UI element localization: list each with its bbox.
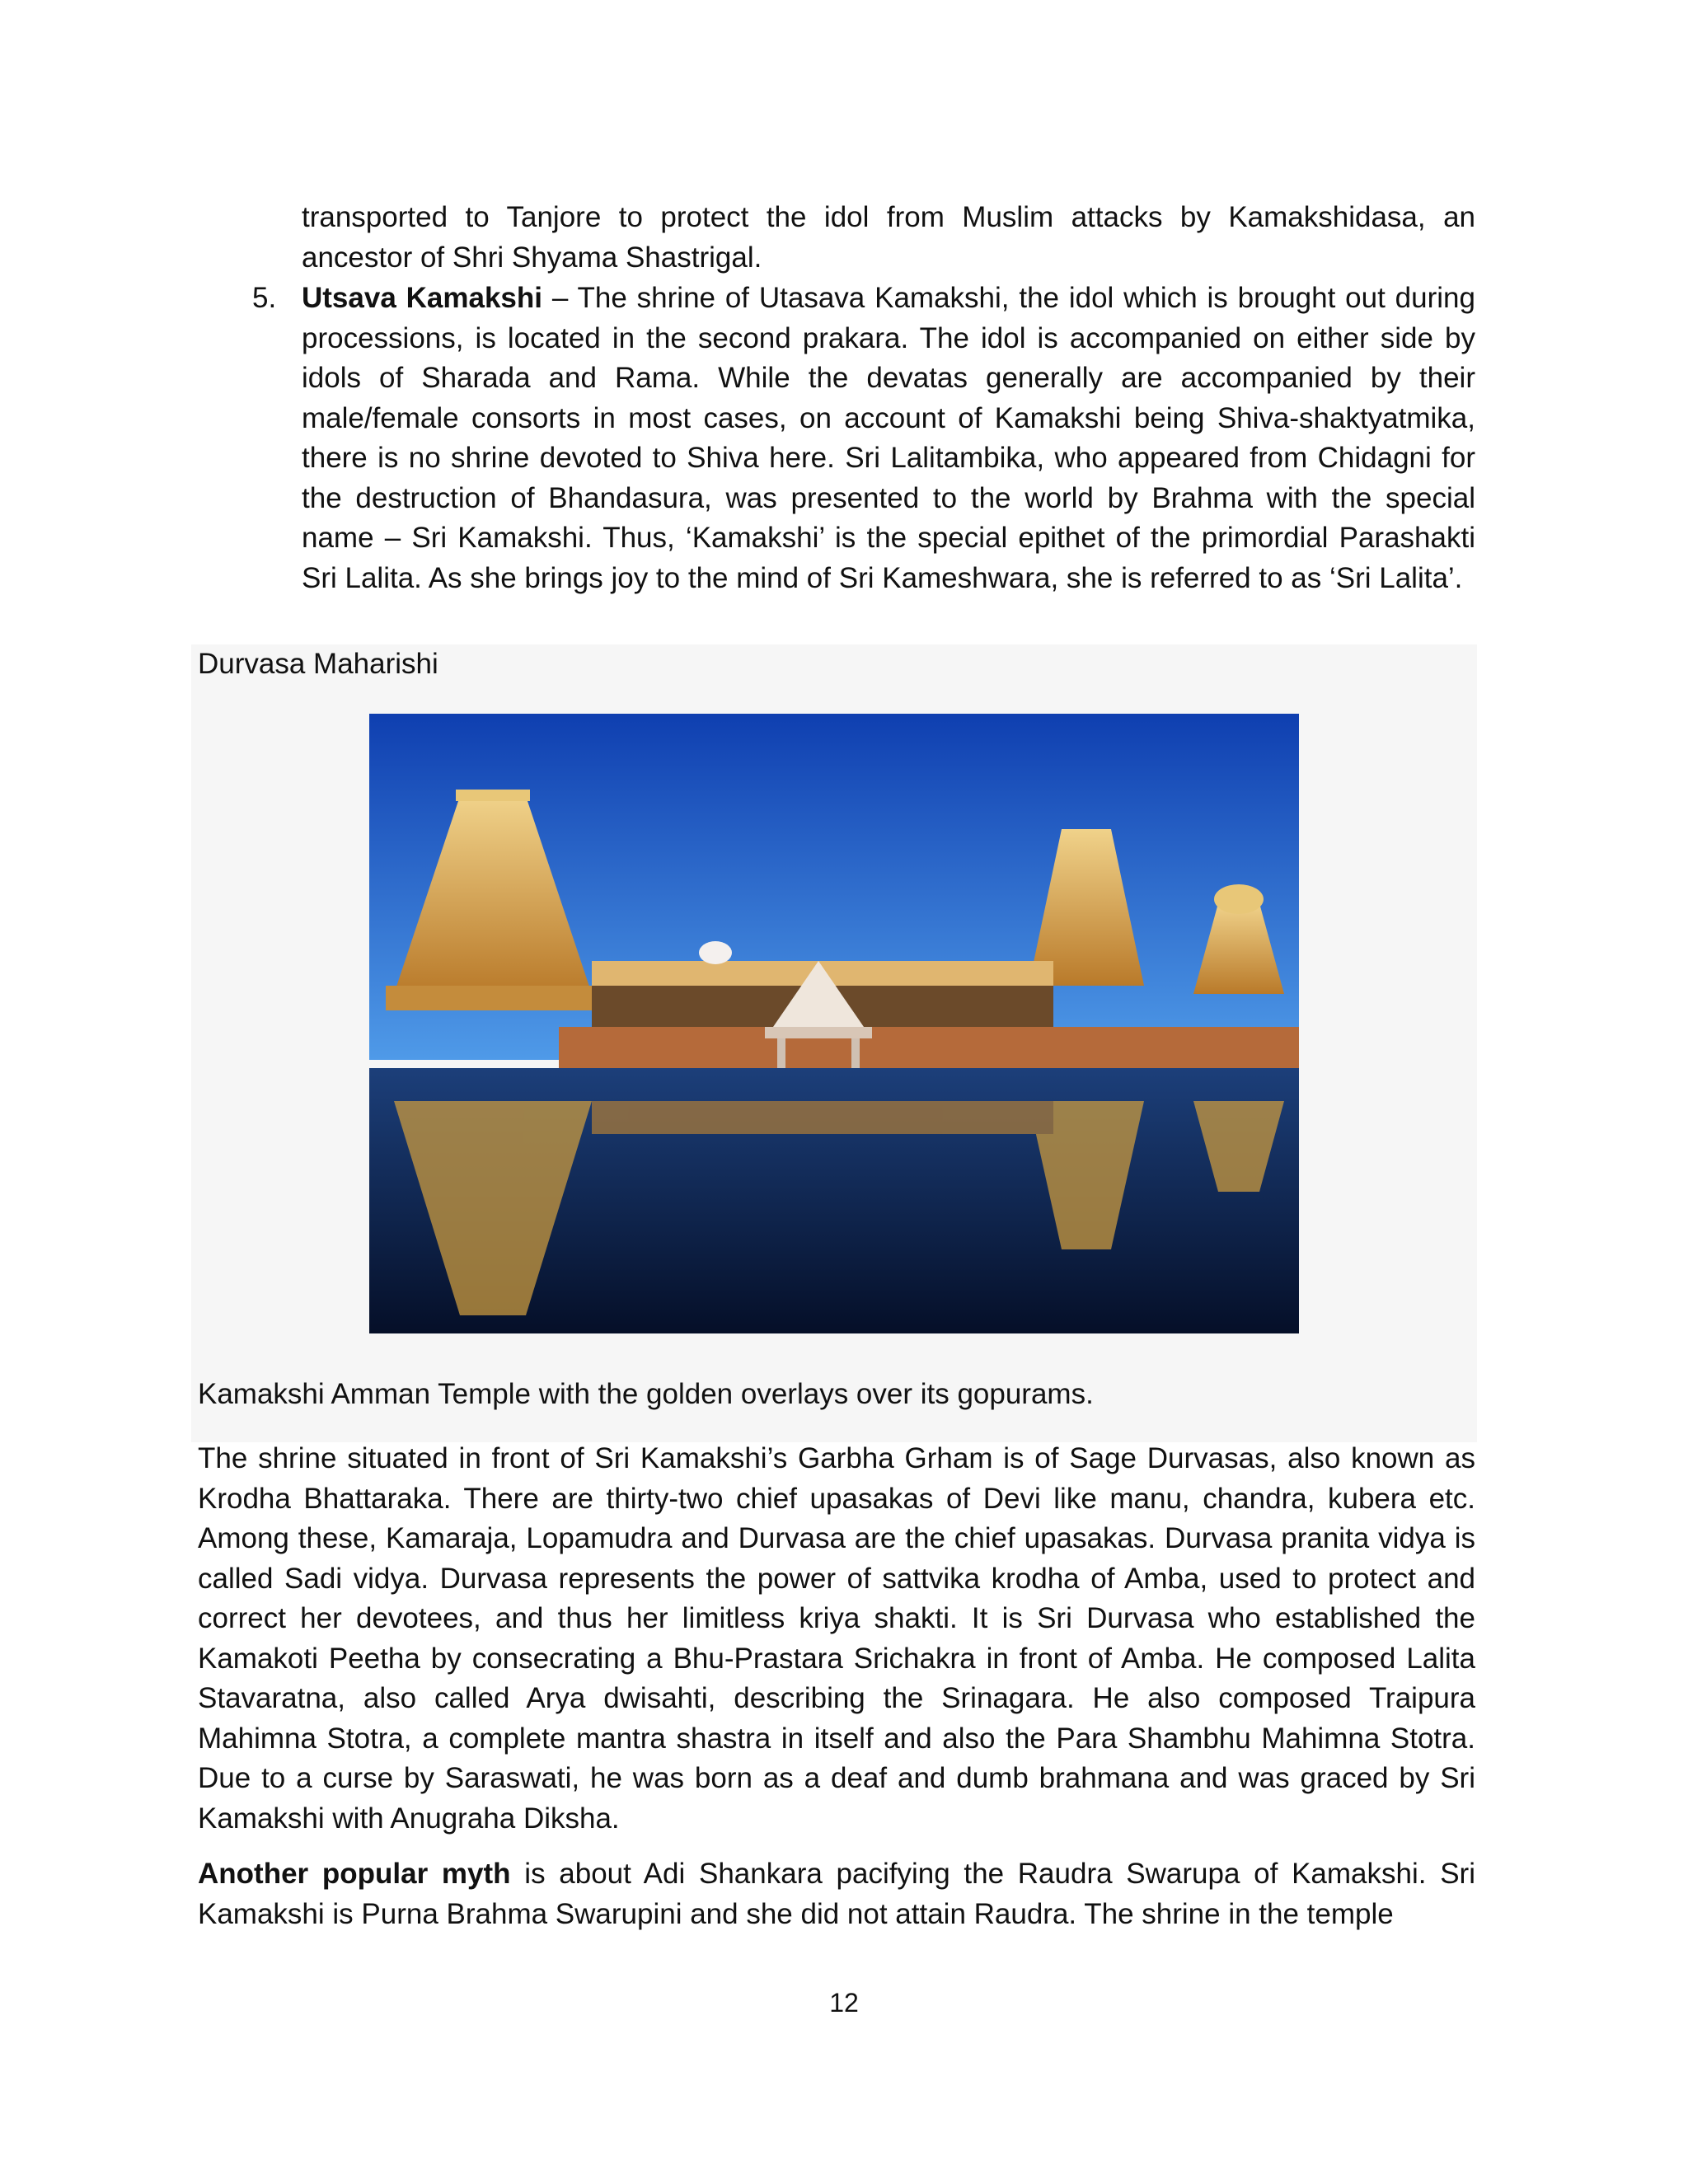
intro-line-2: ancestor of Shri Shyama Shastrigal. (302, 241, 762, 274)
list-item-title: Utsava Kamakshi (302, 282, 542, 314)
list-item-text: – The shrine of Utasava Kamakshi, the idol which is brought out during processions, is located in the second prakara. The idol is accompanied on either side by idols of Sharada and Rama. While the devatas generally are accompanied by their male/female consorts in most cases, on account of Kamakshi being Shiva-shaktyatmika, there is no shrine devoted to Shiva here. Sri Lalitambika, who appeared from Chidagni for the destruction of Bhandasura, was presented to the world by Brahma with the special name – Sri Kamakshi. Thus, ‘Kamakshi’ is the special epithet of the primordial Parashakti Sri Lalita. As she brings joy to the mind of Sri Kameshwara, she is referred to as ‘Sri Lalita’. (302, 282, 1475, 594)
list-item-number: 5. (252, 282, 277, 314)
central-dome (699, 941, 732, 964)
paragraph-myth-text: is about Adi Shankara pacifying the Raudra Swarupa of Kamakshi. Sri Kamakshi is Purna Brahma Swarupini and she did not attain Raudra. The shrine in the temple (198, 1858, 1475, 1930)
intro-continuation (302, 198, 1475, 278)
intro-line-1: transported to Tanjore to protect the idol from Muslim attacks by Kamakshidasa, an (302, 201, 1475, 233)
figure-title: Durvasa Maharishi (198, 648, 438, 680)
paragraph-popular-myth (198, 1854, 1475, 1934)
page-number: 12 (829, 1988, 859, 2018)
figure-caption: Kamakshi Amman Temple with the golden overlays over its gopurams. (198, 1378, 1094, 1410)
temple-photo (369, 714, 1299, 1333)
paragraph-durvasa: The shrine situated in front of Sri Kamakshi’s Garbha Grham is of Sage Durvasas, also known as Krodha Bhattaraka. There are thirty-two chief upasakas of Devi like manu, chandra, kubera etc. Among these, Kamaraja, Lopamudra and Durvasa are the chief upasakas. Durvasa pranita vidya is called Sadi vidya. Durvasa represents the power of sattvika krodha of Amba, used to protect and correct her devotees, and thus her limitless kriya shakti. It is Sri Durvasa who established the Kamakoti Peetha by consecrating a Bhu-Prastara Srichakra in front of Amba. He composed Lalita Stavaratna, also called Arya dwisahti, describing the Srinagara. He also composed Traipura Mahimna Stotra, a complete mantra shastra in itself and also the Para Shambhu Mahimna Stotra. Due to a curse by Saraswati, he was born as a deaf and dumb brahmana and was graced by Sri Kamakshi with Anugraha Diksha. (198, 1442, 1475, 1835)
paragraph-bold-lead: Another popular myth (198, 1858, 511, 1890)
list-item-utsava-kamakshi (302, 279, 1475, 598)
